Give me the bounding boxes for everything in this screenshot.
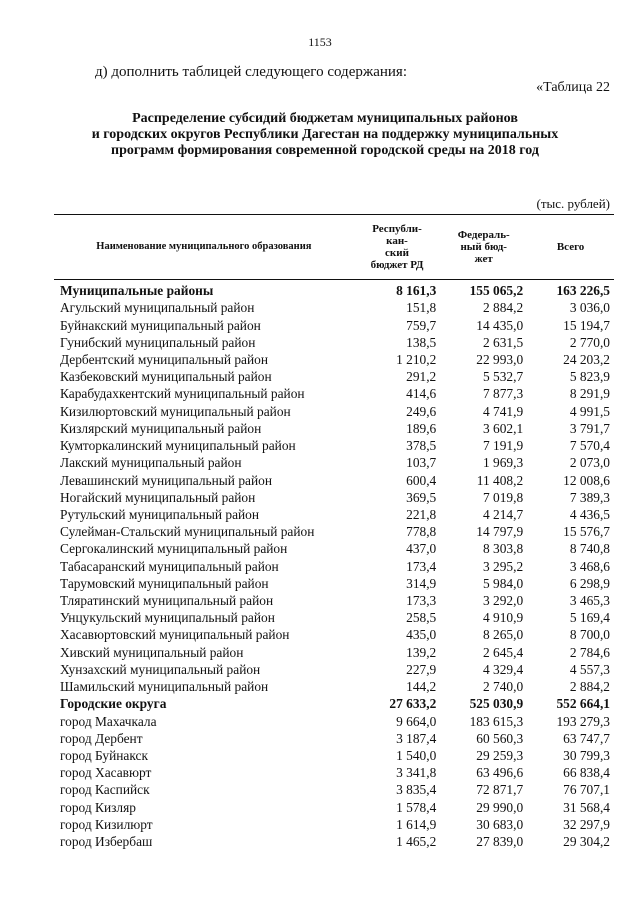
federal-budget-value: 2 740,0 xyxy=(482,679,524,695)
table-row xyxy=(54,609,614,626)
municipality-name: город Махачкала xyxy=(60,713,157,729)
republic-budget-value: 173,3 xyxy=(406,593,437,609)
republic-budget-value: 435,0 xyxy=(406,627,437,643)
municipality-name: Шамильский муниципальный район xyxy=(60,679,269,695)
page-number: 1153 xyxy=(308,35,332,49)
republic-budget-value: 1 210,2 xyxy=(396,351,437,367)
federal-budget-value: 4 214,7 xyxy=(482,506,524,522)
federal-budget-value: 72 871,7 xyxy=(476,782,524,798)
table-row xyxy=(54,334,614,351)
federal-budget-value: 14 435,0 xyxy=(476,317,524,333)
municipality-name: город Хасавюрт xyxy=(60,765,152,781)
document-title xyxy=(60,111,590,159)
total-value: 63 747,7 xyxy=(563,730,610,746)
section-row xyxy=(54,695,614,712)
municipality-name: Казбековский муниципальный район xyxy=(60,369,272,385)
federal-budget-value: 29 259,3 xyxy=(476,748,524,764)
total-value: 8 700,0 xyxy=(569,627,610,643)
municipality-name: город Дербент xyxy=(60,730,143,746)
header-line: Федераль- xyxy=(457,229,510,241)
table-row xyxy=(54,420,614,437)
municipality-name: Карабудахкентский муниципальный район xyxy=(60,386,305,402)
municipality-name: Рутульский муниципальный район xyxy=(60,506,260,522)
table-row xyxy=(54,385,614,402)
table-row xyxy=(54,506,614,523)
republic-budget-value: 189,6 xyxy=(406,420,437,436)
municipality-name: Сергокалинский муниципальный район xyxy=(60,541,288,557)
total-value: 31 568,4 xyxy=(563,799,610,815)
municipality-name: Хунзахский муниципальный район xyxy=(60,661,261,677)
table-row xyxy=(54,644,614,661)
federal-budget-value: 3 602,1 xyxy=(482,420,524,436)
federal-budget-value: 27 839,0 xyxy=(476,834,524,850)
total-value: 2 770,0 xyxy=(569,334,610,350)
republic-budget-value: 3 187,4 xyxy=(396,730,437,746)
republic-budget-value: 1 465,2 xyxy=(396,834,437,850)
federal-budget-value: 4 329,4 xyxy=(482,661,524,677)
federal-budget-value: 8 303,8 xyxy=(482,541,524,557)
total-value: 5 169,4 xyxy=(569,610,610,626)
header-line: ский xyxy=(385,247,409,259)
column-header-federal xyxy=(440,215,527,280)
total-value: 2 073,0 xyxy=(569,455,610,471)
table-row xyxy=(54,368,614,385)
total-value: 193 279,3 xyxy=(556,713,610,729)
municipality-name: Городские округа xyxy=(60,696,167,712)
subsidy-table xyxy=(54,214,614,850)
republic-budget-value: 1 540,0 xyxy=(396,748,437,764)
table-row xyxy=(54,747,614,764)
federal-budget-value: 7 877,3 xyxy=(482,386,524,402)
municipality-name: Муниципальные районы xyxy=(60,283,214,299)
republic-budget-value: 138,5 xyxy=(406,334,437,350)
municipality-name: Тарумовский муниципальный район xyxy=(60,575,269,591)
federal-budget-value: 2 884,2 xyxy=(482,300,524,316)
total-value: 29 304,2 xyxy=(563,834,610,850)
republic-budget-value: 151,8 xyxy=(406,300,437,316)
total-value: 3 468,6 xyxy=(569,558,610,574)
total-value: 8 740,8 xyxy=(569,541,610,557)
table-row xyxy=(54,489,614,506)
total-value: 5 823,9 xyxy=(569,369,610,385)
table-header-row xyxy=(54,215,614,280)
federal-budget-value: 525 030,9 xyxy=(469,696,524,712)
total-value: 6 298,9 xyxy=(569,575,610,591)
units-label: (тыс. рублей) xyxy=(536,196,610,211)
total-value: 76 707,1 xyxy=(563,782,610,798)
republic-budget-value: 600,4 xyxy=(406,472,437,488)
republic-budget-value: 249,6 xyxy=(406,403,437,419)
total-value: 30 799,3 xyxy=(563,748,610,764)
table-row xyxy=(54,626,614,643)
republic-budget-value: 3 341,8 xyxy=(396,765,437,781)
table-row xyxy=(54,403,614,420)
municipality-name: Хасавюртовский муниципальный район xyxy=(60,627,290,643)
federal-budget-value: 4 910,9 xyxy=(482,610,524,626)
table-row xyxy=(54,471,614,488)
total-value: 8 291,9 xyxy=(569,386,610,402)
federal-budget-value: 8 265,0 xyxy=(482,627,524,643)
total-value: 552 664,1 xyxy=(556,696,610,712)
table-row xyxy=(54,299,614,316)
federal-budget-value: 29 990,0 xyxy=(476,799,524,815)
total-value: 4 436,5 xyxy=(569,506,610,522)
intro-text: д) дополнить таблицей следующего содержания: xyxy=(95,64,407,80)
municipality-name: город Кизляр xyxy=(60,799,136,815)
table-row xyxy=(54,712,614,729)
total-value: 3 465,3 xyxy=(569,593,610,609)
republic-budget-value: 8 161,3 xyxy=(396,283,437,299)
federal-budget-value: 1 969,3 xyxy=(482,455,524,471)
column-header-total: Всего xyxy=(527,215,614,280)
republic-budget-value: 378,5 xyxy=(406,438,437,454)
total-value: 163 226,5 xyxy=(556,283,610,299)
federal-budget-value: 14 797,9 xyxy=(476,524,524,540)
republic-budget-value: 3 835,4 xyxy=(396,782,437,798)
republic-budget-value: 414,6 xyxy=(406,386,437,402)
table-row xyxy=(54,437,614,454)
federal-budget-value: 7 019,8 xyxy=(482,489,524,505)
table-row xyxy=(54,454,614,471)
republic-budget-value: 369,5 xyxy=(406,489,437,505)
republic-budget-value: 1 614,9 xyxy=(396,816,437,832)
table-row xyxy=(54,351,614,368)
header-line: ный бюд- xyxy=(460,241,507,253)
total-value: 66 838,4 xyxy=(563,765,610,781)
municipality-name: Кумторкалинский муниципальный район xyxy=(60,438,296,454)
table-row xyxy=(54,540,614,557)
republic-budget-value: 9 664,0 xyxy=(396,713,437,729)
header-line: Республи- xyxy=(372,223,422,235)
table-row xyxy=(54,661,614,678)
republic-budget-value: 1 578,4 xyxy=(396,799,437,815)
municipality-name: Гунибский муниципальный район xyxy=(60,334,256,350)
table-row xyxy=(54,799,614,816)
municipality-name: Унцукульский муниципальный район xyxy=(60,610,275,626)
republic-budget-value: 227,9 xyxy=(406,661,437,677)
total-value: 4 991,5 xyxy=(569,403,610,419)
republic-budget-value: 314,9 xyxy=(406,575,437,591)
total-value: 24 203,2 xyxy=(563,351,610,367)
total-value: 3 791,7 xyxy=(569,420,610,436)
municipality-name: Лакский муниципальный район xyxy=(60,455,242,471)
federal-budget-value: 7 191,9 xyxy=(482,438,524,454)
header-line: бюджет РД xyxy=(370,259,424,271)
republic-budget-value: 144,2 xyxy=(406,679,437,695)
table-row xyxy=(54,816,614,833)
header-line: кан- xyxy=(386,235,408,247)
republic-budget-value: 291,2 xyxy=(406,369,437,385)
table-row xyxy=(54,833,614,850)
federal-budget-value: 5 984,0 xyxy=(482,575,524,591)
municipality-name: Левашинский муниципальный район xyxy=(60,472,272,488)
federal-budget-value: 155 065,2 xyxy=(469,283,524,299)
column-header-republic xyxy=(354,215,441,280)
column-header-name: Наименование муниципального образования xyxy=(54,215,354,280)
municipality-name: Агульский муниципальный район xyxy=(60,300,255,316)
title-line: программ формирования современной городской среды на 2018 год xyxy=(111,143,539,158)
republic-budget-value: 759,7 xyxy=(406,317,437,333)
table-body xyxy=(54,280,614,851)
municipality-name: Табасаранский муниципальный район xyxy=(60,558,279,574)
municipality-name: город Избербаш xyxy=(60,834,153,850)
total-value: 2 784,6 xyxy=(569,644,610,660)
municipality-name: Дербентский муниципальный район xyxy=(60,351,269,367)
title-line: и городских округов Республики Дагестан на поддержку муниципальных xyxy=(91,127,559,142)
table-row xyxy=(54,558,614,575)
municipality-name: Ногайский муниципальный район xyxy=(60,489,256,505)
table-row xyxy=(54,781,614,798)
table-row xyxy=(54,316,614,333)
table-row xyxy=(54,523,614,540)
republic-budget-value: 778,8 xyxy=(406,524,437,540)
federal-budget-value: 2 645,4 xyxy=(482,644,524,660)
republic-budget-value: 437,0 xyxy=(406,541,437,557)
municipality-name: Тляратинский муниципальный район xyxy=(60,593,274,609)
municipality-name: Буйнакский муниципальный район xyxy=(60,317,261,333)
municipality-name: Сулейман-Стальский муниципальный район xyxy=(60,524,315,540)
federal-budget-value: 60 560,3 xyxy=(476,730,524,746)
table-row xyxy=(54,575,614,592)
municipality-name: Кизилюртовский муниципальный район xyxy=(60,403,291,419)
federal-budget-value: 4 741,9 xyxy=(482,403,524,419)
total-value: 3 036,0 xyxy=(569,300,610,316)
total-value: 15 576,7 xyxy=(563,524,610,540)
federal-budget-value: 2 631,5 xyxy=(482,334,524,350)
republic-budget-value: 173,4 xyxy=(406,558,437,574)
federal-budget-value: 63 496,6 xyxy=(476,765,524,781)
table-row xyxy=(54,592,614,609)
federal-budget-value: 3 292,0 xyxy=(482,593,524,609)
federal-budget-value: 5 532,7 xyxy=(482,369,524,385)
republic-budget-value: 139,2 xyxy=(406,644,437,660)
municipality-name: город Буйнакск xyxy=(60,748,148,764)
total-value: 15 194,7 xyxy=(563,317,610,333)
municipality-name: город Кизилюрт xyxy=(60,816,153,832)
table-row xyxy=(54,764,614,781)
table-row xyxy=(54,730,614,747)
federal-budget-value: 3 295,2 xyxy=(482,558,524,574)
header-line: жет xyxy=(474,253,493,265)
total-value: 12 008,6 xyxy=(563,472,610,488)
municipality-name: город Каспийск xyxy=(60,782,150,798)
table-row xyxy=(54,678,614,695)
section-row xyxy=(54,280,614,300)
federal-budget-value: 183 615,3 xyxy=(469,713,524,729)
total-value: 7 389,3 xyxy=(569,489,610,505)
title-line: Распределение субсидий бюджетам муниципальных районов xyxy=(132,111,518,126)
republic-budget-value: 221,8 xyxy=(406,506,437,522)
total-value: 2 884,2 xyxy=(569,679,610,695)
republic-budget-value: 103,7 xyxy=(406,455,437,471)
federal-budget-value: 11 408,2 xyxy=(476,472,524,488)
republic-budget-value: 258,5 xyxy=(406,610,437,626)
federal-budget-value: 30 683,0 xyxy=(476,816,524,832)
municipality-name: Кизлярский муниципальный район xyxy=(60,420,262,436)
municipality-name: Хивский муниципальный район xyxy=(60,644,244,660)
total-value: 4 557,3 xyxy=(569,661,610,677)
republic-budget-value: 27 633,2 xyxy=(389,696,437,712)
federal-budget-value: 22 993,0 xyxy=(476,351,524,367)
total-value: 32 297,9 xyxy=(563,816,610,832)
total-value: 7 570,4 xyxy=(569,438,610,454)
table-reference: «Таблица 22 xyxy=(536,80,610,95)
